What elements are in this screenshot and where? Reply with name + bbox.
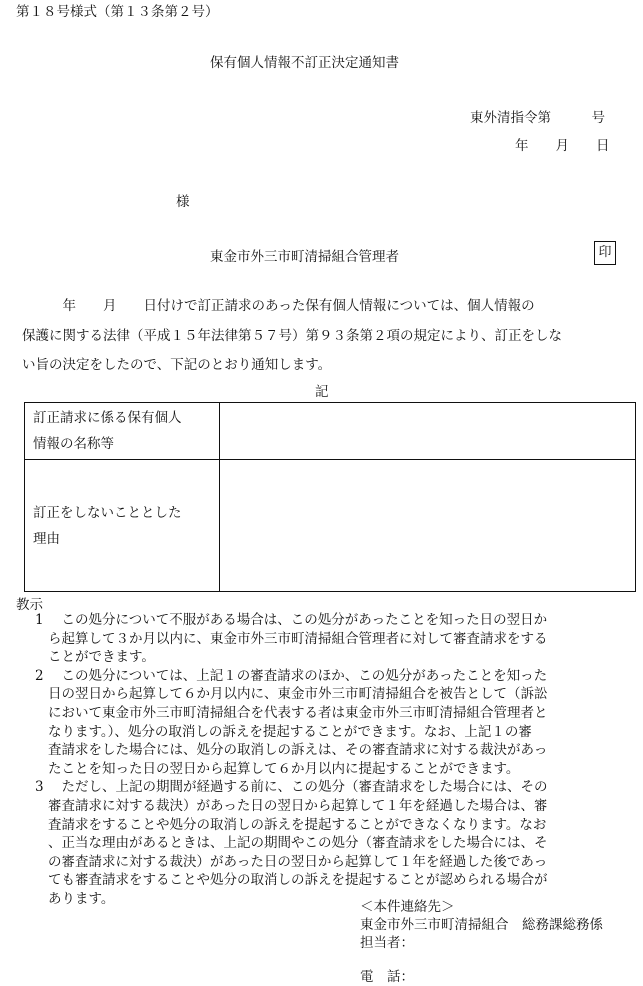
- form-number: 第１８号様式（第１３条第２号）: [16, 4, 219, 20]
- seal-stamp: 印: [594, 241, 616, 265]
- instruction-item: [16, 778, 642, 908]
- contact-block: [360, 898, 603, 986]
- instruction-item: [16, 611, 642, 667]
- instruction-line: ても審査請求をすることや処分の取消しの訴えを提起することが認められる場合が: [48, 872, 548, 889]
- body-line: い旨の決定をしたので、下記のとおり通知します。: [22, 357, 332, 373]
- table-row: [25, 460, 636, 592]
- body-line: 年 月 日付けで訂正請求のあった保有個人情報については、個人情報の: [22, 298, 535, 314]
- instruction-title: 教示: [16, 597, 43, 613]
- instruction-line: ただし、上記の期間が経過する前に、この処分（審査請求をした場合には、その: [48, 779, 548, 796]
- body-paragraph: [22, 292, 640, 381]
- instruction-list: [16, 611, 642, 909]
- document-date: 年 月 日: [515, 138, 610, 154]
- instruction-line: たことを知った日の翌日から起算して６か月以内に提起することができます。: [48, 760, 520, 777]
- document-title: 保有個人情報不訂正決定通知書: [210, 55, 399, 71]
- label-line: 訂正をしないこととした: [33, 504, 182, 521]
- instruction-number: 1: [35, 612, 44, 628]
- contact-heading: ＜本件連絡先＞: [360, 899, 455, 915]
- contact-person-label: 担当者：: [360, 935, 414, 951]
- instruction-item: [16, 667, 642, 779]
- instruction-line: ことができます。: [48, 649, 155, 666]
- table-row: [25, 403, 636, 460]
- instruction-line: 審査請求に対する裁決）があった日の翌日から起算して１年を経過した場合は、審: [48, 797, 548, 814]
- addressee: 様: [176, 194, 190, 210]
- instruction-number: 3: [35, 779, 44, 796]
- info-table: [24, 402, 636, 592]
- instruction-line: 査請求をすることや処分の取消しの訴えを提起することができなくなります。なお: [48, 816, 547, 833]
- instruction-line: ら起算して３か月以内に、東金市外三市町清掃組合管理者に対して審査請求をする: [48, 630, 548, 647]
- table-label: [25, 460, 220, 592]
- sender-name: 東金市外三市町清掃組合管理者: [210, 249, 399, 265]
- contact-org: 東金市外三市町清掃組合 総務課総務係: [360, 917, 603, 933]
- document-number: 東外清指令第 号: [470, 110, 605, 126]
- label-line: 情報の名称等: [33, 436, 114, 452]
- body-line: 保護に関する法律（平成１５年法律第５７号）第９３条第２項の規定により、訂正をしな: [22, 327, 562, 344]
- instruction-line: この処分について不服がある場合は、この処分があったことを知った日の翌日か: [48, 612, 548, 628]
- instruction-line: の審査請求に対する裁決）があった日の翌日から起算して１年を経過した後であっ: [48, 853, 548, 870]
- contact-phone-label: 電 話：: [360, 969, 414, 985]
- instruction-number: 2: [35, 667, 44, 684]
- label-line: 理由: [33, 530, 60, 547]
- instruction-line: 査請求をした場合には、処分の取消しの訴えは、その審査請求に対する裁決があっ: [48, 742, 548, 759]
- instruction-line: 日の翌日から起算して６か月以内に、東金市外三市町清掃組合を被告として（訴訟: [48, 686, 548, 703]
- ki-heading: 記: [315, 384, 329, 400]
- instruction-line: 、正当な理由があるときは、上記の期間やこの処分（審査請求をした場合には、そ: [48, 835, 548, 852]
- instruction-line: なります。）、処分の取消しの訴えを提起することができます。なお、上記１の審: [48, 723, 532, 740]
- label-line: 訂正請求に係る保有個人: [33, 410, 182, 426]
- table-label: [25, 403, 220, 460]
- table-value: [220, 403, 636, 460]
- table-value: [220, 460, 636, 592]
- instruction-line: この処分については、上記１の審査請求のほか、この処分があったことを知った: [48, 667, 548, 684]
- instruction-line: において東金市外三市町清掃組合を代表する者は東金市外三市町清掃組合管理者と: [48, 704, 548, 721]
- instruction-line: あります。: [48, 890, 115, 907]
